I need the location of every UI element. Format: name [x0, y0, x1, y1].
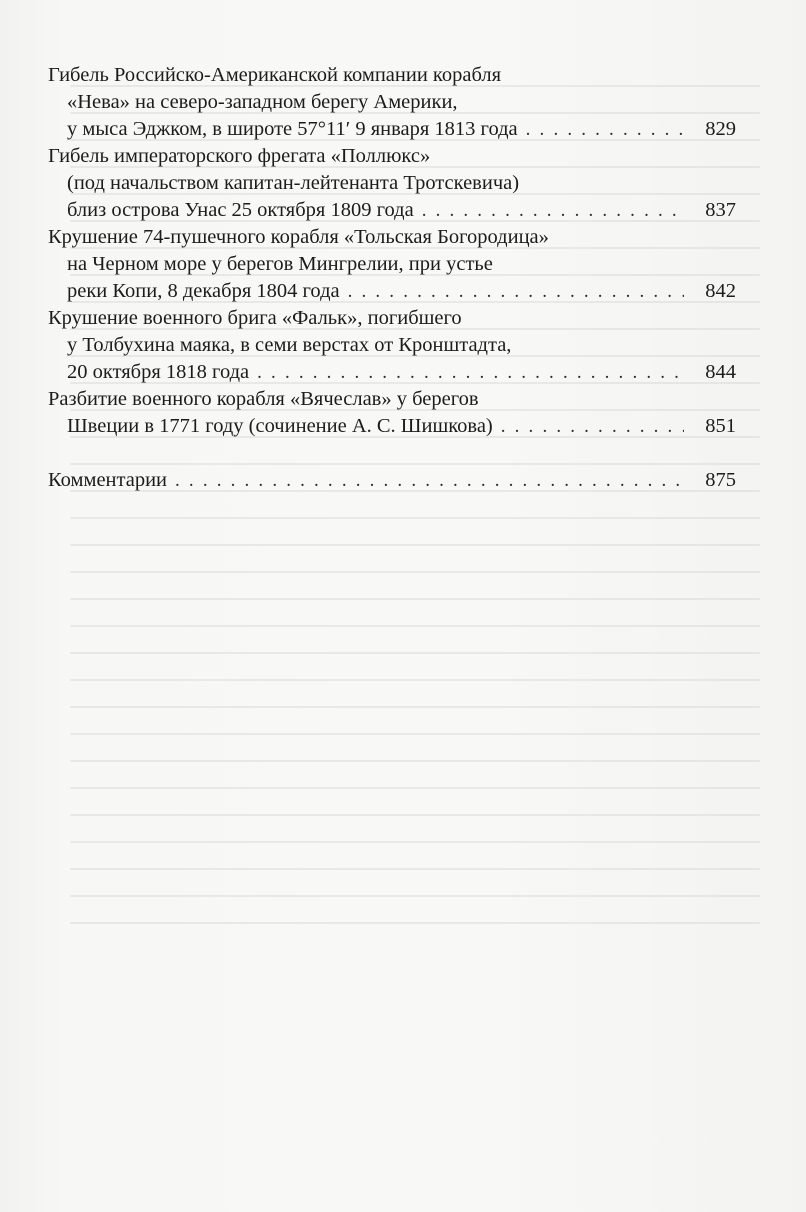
dot-leader: [501, 413, 684, 440]
toc-entry-final-line: [48, 197, 736, 224]
dot-leader: [526, 116, 684, 143]
toc-entry-text: 20 октября 1818 года: [67, 361, 250, 383]
toc-entry-line: Гибель Российско-Американской компании корабля: [48, 64, 502, 86]
toc-entry-line: Разбитие военного корабля «Вячеслав» у берегов: [48, 388, 479, 410]
toc-entry-text: у мыса Эджком, в широте 57°11′ 9 января 1813 года: [67, 118, 518, 140]
toc-entry-text: Швеции в 1771 году (сочинение А. С. Шишкова): [67, 415, 493, 437]
toc-entry-line: (под начальством капитан-лейтенанта Тротскевича): [67, 172, 520, 194]
toc-entry-final-line: [48, 278, 736, 305]
page-number: 851: [705, 415, 736, 437]
toc-entry-text: реки Копи, 8 декабря 1804 года: [67, 280, 340, 302]
toc-entry-text: Комментарии: [48, 469, 168, 491]
dot-leader: [257, 359, 684, 386]
toc-entry-falk: [48, 305, 736, 386]
page-number: 837: [705, 199, 736, 221]
toc-entry-final-line: [48, 359, 736, 386]
toc-entry-final-line: [48, 116, 736, 143]
toc-entry-line: Крушение военного брига «Фальк», погибшего: [48, 307, 462, 329]
page-number: 829: [705, 118, 736, 140]
toc-entry-line: Гибель императорского фрегата «Поллюкс»: [48, 145, 431, 167]
page-number: 844: [705, 361, 736, 383]
page-number: 875: [705, 469, 736, 491]
table-of-contents: [48, 62, 736, 494]
toc-entry-comments: [48, 467, 736, 494]
toc-entry-line: на Черном море у берегов Мингрелии, при устье: [67, 253, 493, 275]
dot-leader: [175, 467, 684, 494]
toc-entry-line: у Толбухина маяка, в семи верстах от Кронштадта,: [67, 334, 512, 356]
toc-entry-final-line: [48, 467, 736, 494]
dot-leader: [348, 278, 684, 305]
page-number: 842: [705, 280, 736, 302]
toc-entry-vyacheslav: [48, 386, 736, 440]
toc-entry-final-line: [48, 413, 736, 440]
toc-entry-neva: [48, 62, 736, 143]
toc-entry-line: Крушение 74-пушечного корабля «Тольская Богородица»: [48, 226, 549, 248]
toc-entry-tolskaya: [48, 224, 736, 305]
toc-entry-line: «Нева» на северо-западном берегу Америки,: [67, 91, 458, 113]
section-gap: [48, 440, 736, 467]
toc-entry-text: близ острова Унас 25 октября 1809 года: [67, 199, 414, 221]
dot-leader: [422, 197, 684, 224]
toc-entry-pollux: [48, 143, 736, 224]
